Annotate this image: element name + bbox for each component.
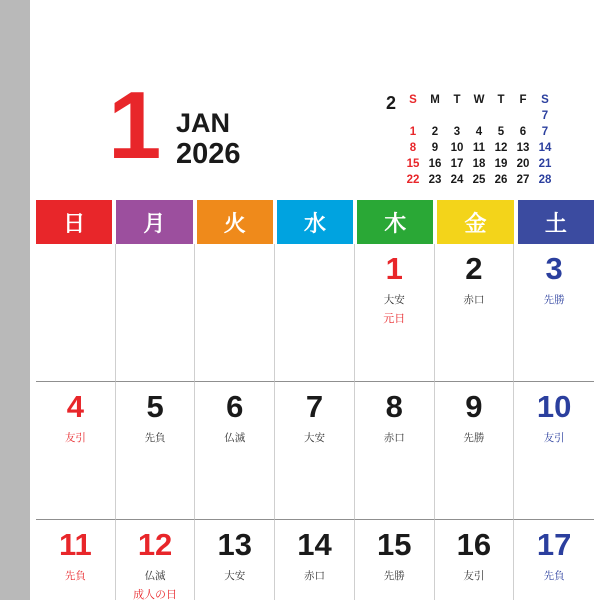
mini-day: 8 [409, 142, 417, 154]
mini-weekday-0: S [409, 94, 417, 106]
day-cell-empty [116, 244, 196, 382]
rokuyo-label: 先負 [64, 570, 86, 582]
rokuyo-label: 赤口 [383, 432, 405, 444]
day-number: 17 [536, 527, 572, 562]
mini-day [512, 108, 534, 124]
mini-day: 1 [409, 126, 417, 138]
mini-day: 14 [538, 142, 552, 154]
mini-day: 10 [450, 142, 464, 154]
mini-weekday-4: T [497, 94, 505, 106]
rokuyo-label: 仏滅 [224, 432, 246, 444]
mini-calendar-month: 2 [386, 93, 397, 113]
day-number: 16 [456, 527, 492, 562]
rokuyo-label: 先勝 [543, 294, 565, 306]
rokuyo-label: 大安 [303, 432, 325, 444]
calendar-header [30, 0, 600, 200]
mini-day [402, 108, 424, 124]
day-number: 4 [66, 389, 84, 424]
day-cell-empty [36, 244, 116, 382]
mini-weekday-5: F [519, 94, 527, 106]
mini-weekday-1: M [430, 94, 440, 106]
mini-day: 7 [541, 126, 549, 138]
mini-day: 2 [431, 126, 439, 138]
rokuyo-label: 赤口 [303, 570, 325, 582]
rokuyo-label: 大安 [224, 570, 246, 582]
mini-day: 13 [516, 142, 530, 154]
mini-day: 24 [450, 174, 464, 186]
day-number: 8 [385, 389, 403, 424]
day-cell[interactable] [435, 382, 515, 520]
day-cell[interactable] [514, 382, 594, 520]
day-cell[interactable] [275, 382, 355, 520]
mini-day: 26 [494, 174, 508, 186]
mini-day [446, 108, 468, 124]
day-cell[interactable] [116, 520, 196, 600]
rokuyo-label: 先勝 [383, 570, 405, 582]
day-cell[interactable] [195, 520, 275, 600]
mini-day: 18 [472, 158, 486, 170]
day-cell[interactable] [355, 382, 435, 520]
day-number: 11 [58, 527, 92, 562]
mini-day: 28 [538, 174, 552, 186]
weekday-header-0: 日 [36, 200, 112, 244]
weekday-header-5: 金 [437, 200, 513, 244]
mini-day: 3 [453, 126, 461, 138]
day-grid [30, 244, 600, 600]
mini-weekday-2: T [453, 94, 461, 106]
day-number: 1 [385, 251, 403, 286]
day-number: 3 [545, 251, 563, 286]
mini-day [468, 108, 490, 124]
weekday-header-bar [30, 200, 600, 244]
day-cell[interactable] [116, 382, 196, 520]
day-number: 10 [536, 389, 572, 424]
holiday-label: 成人の日 [133, 589, 178, 600]
mini-weekday-3: W [473, 94, 485, 106]
day-cell[interactable] [514, 520, 594, 600]
day-number: 14 [297, 527, 332, 562]
mini-day: 25 [472, 174, 486, 186]
day-cell[interactable] [36, 520, 116, 600]
day-number: 7 [305, 389, 324, 424]
mini-day: 12 [494, 142, 508, 154]
day-cell[interactable] [435, 520, 515, 600]
mini-day [424, 108, 446, 124]
day-cell[interactable] [355, 520, 435, 600]
rokuyo-label: 先負 [144, 432, 166, 444]
month-year-block [176, 108, 241, 170]
mini-calendar [386, 92, 586, 188]
mini-day: 17 [450, 158, 464, 170]
day-number: 6 [226, 389, 244, 424]
day-cell[interactable] [355, 244, 435, 382]
holiday-label: 元日 [383, 313, 406, 325]
mini-day: 11 [472, 142, 486, 154]
mini-day: 21 [538, 158, 552, 170]
mini-day: 23 [428, 174, 442, 186]
rokuyo-label: 仏滅 [144, 570, 166, 582]
mini-day: 7 [541, 110, 549, 122]
rokuyo-label: 赤口 [463, 294, 485, 306]
mini-day [490, 108, 512, 124]
day-cell[interactable] [514, 244, 594, 382]
mini-weekday-6: S [541, 94, 549, 106]
calendar-page [30, 0, 600, 600]
day-number: 2 [465, 251, 483, 286]
rokuyo-label: 大安 [383, 294, 405, 306]
day-cell-empty [275, 244, 355, 382]
day-cell-empty [195, 244, 275, 382]
rokuyo-label: 先勝 [463, 432, 485, 444]
month-number: 1 [108, 72, 160, 179]
day-number: 5 [146, 389, 164, 424]
day-number: 12 [137, 527, 173, 562]
mini-calendar-grid [402, 92, 556, 188]
day-number: 15 [376, 527, 412, 562]
weekday-header-3: 水 [277, 200, 353, 244]
weekday-header-1: 月 [116, 200, 192, 244]
mini-day: 9 [431, 142, 439, 154]
weekday-header-6: 土 [518, 200, 594, 244]
mini-day: 4 [475, 126, 483, 138]
mini-day: 15 [406, 158, 420, 170]
mini-day: 16 [428, 158, 442, 170]
day-cell[interactable] [275, 520, 355, 600]
day-cell[interactable] [36, 382, 116, 520]
mini-day: 6 [519, 126, 527, 138]
year-label: 2026 [176, 138, 241, 170]
day-number: 9 [465, 389, 483, 424]
day-cell[interactable] [435, 244, 515, 382]
mini-day: 27 [516, 174, 530, 186]
rokuyo-label: 友引 [463, 570, 485, 582]
day-number: 13 [217, 527, 253, 562]
mini-day: 19 [494, 158, 508, 170]
weekday-header-4: 木 [357, 200, 433, 244]
rokuyo-label: 友引 [64, 432, 86, 444]
mini-day: 20 [516, 158, 530, 170]
rokuyo-label: 先負 [543, 570, 565, 582]
rokuyo-label: 友引 [543, 432, 565, 444]
day-cell[interactable] [195, 382, 275, 520]
month-english: JAN [176, 108, 231, 138]
mini-day: 22 [406, 174, 420, 186]
mini-day: 5 [497, 126, 505, 138]
weekday-header-2: 火 [197, 200, 273, 244]
